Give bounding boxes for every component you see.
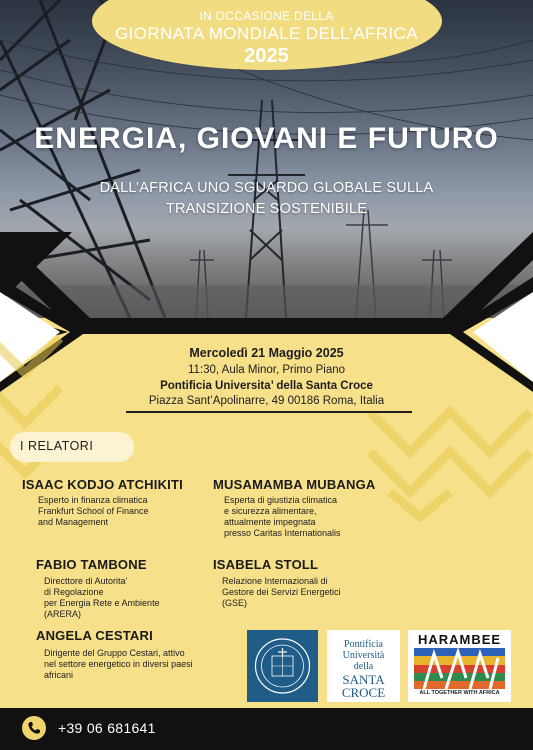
speaker-name: ISABELA STOLL [213,557,319,572]
event-address: Piazza Sant’Apolinarre, 49 00186 Roma, Italia [148,395,385,407]
speaker-role: Esperto in finanza climatica Frankfurt School of Finance and Management [38,495,149,527]
phone-number[interactable]: +39 06 681641 [58,720,156,736]
speakers-heading: I RELATORI [20,439,94,453]
speaker-role: Relazione Internazionali di Gestore dei Servizi Energetici (GSE) [222,576,341,608]
event-time-place: 11:30, Aula Minor, Primo Piano [187,364,346,376]
harambee-logo [408,630,511,702]
harambee-stripes-icon [414,648,505,689]
harambee-tagline: ALL TOGETHER WITH AFRICA [419,690,500,696]
seal-icon [247,630,318,702]
speaker-role: Directtore di Autorita’ di Regolazione per Energia Rete e Ambiente (ARERA) [44,576,160,619]
university-wordmark-logo [327,630,400,702]
speaker-name: MUSAMAMBA MUBANGA [213,477,376,492]
harambee-wordmark: HARAMBEE [417,632,502,647]
poster-subtitle: DALL’AFRICA UNO SGUARDO GLOBALE SULLA TRANSIZIONE SOSTENIBILE [99,180,434,217]
wordmark-line: Pontificia [344,639,383,650]
speaker-name: ISAAC KODJO ATCHIKITI [22,477,183,492]
speaker-name: ANGELA CESTARI [36,628,153,643]
university-seal-logo [247,630,318,702]
speaker-name: FABIO TAMBONE [36,557,147,572]
occasion-label: IN OCCASIONE DELLA [199,9,334,23]
divider [126,411,412,413]
wordmark-line: SANTA [342,672,385,687]
event-venue: Pontificia Universita’ della Santa Croce [160,380,373,392]
phone-icon [22,716,46,740]
wordmark-line: della [353,661,374,672]
event-date: Mercoledì 21 Maggio 2025 [189,346,344,360]
year-label: 2025 [244,45,289,67]
wordmark-line: CROCE [341,685,386,700]
speaker-role: Esperta di giustizia climatica e sicurezza alimentare, attualmente impegnata presso Caritas Internationalis [224,495,341,538]
speaker-role: Dirigente del Gruppo Cestari, attivo nel settore energetico in diversi paesi africani [44,648,193,680]
poster-title: ENERGIA, GIOVANI E FUTURO [34,122,499,155]
wordmark-line: Università [342,650,385,661]
footer-bar [0,708,533,750]
day-title: GIORNATA MONDIALE DELL’AFRICA [115,24,418,43]
